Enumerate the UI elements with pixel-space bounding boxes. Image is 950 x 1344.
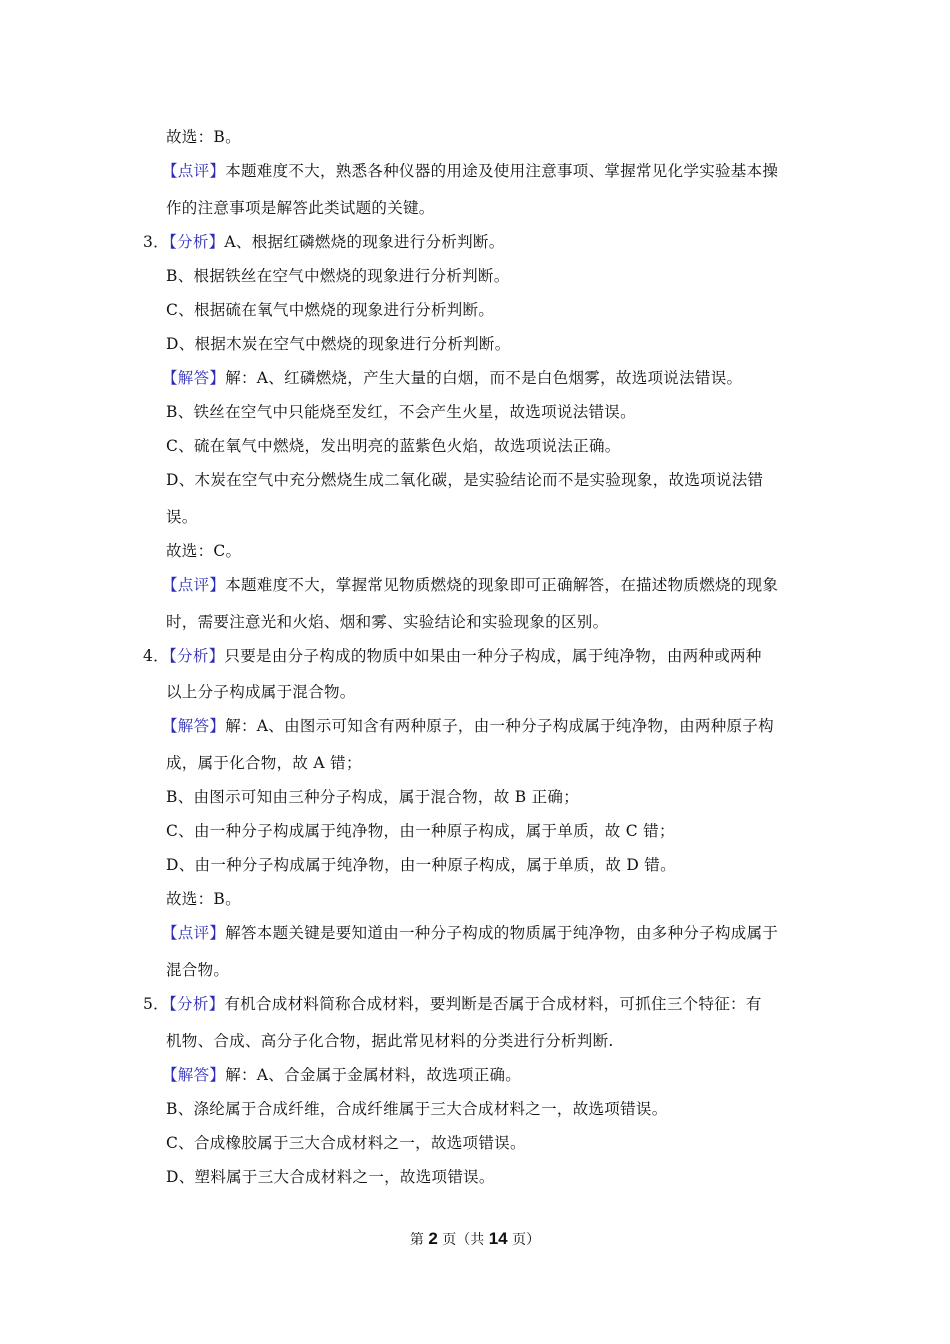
text-line <box>162 368 742 388</box>
text-line <box>166 787 579 807</box>
text-line <box>166 612 608 632</box>
text-line <box>166 855 676 875</box>
text-line <box>162 923 778 943</box>
text-line <box>166 198 435 218</box>
footer-mid: 页（共 <box>442 1232 485 1248</box>
question-number: 5． <box>143 995 169 1013</box>
line-text: C、由一种分子构成属于纯净物，由一种原子构成，属于单质，故 C 错； <box>166 822 675 840</box>
line-text: 故选：B。 <box>166 128 241 146</box>
question-number: 4． <box>143 647 169 665</box>
line-text: D、塑料属于三大合成材料之一，故选项错误。 <box>166 1168 495 1186</box>
line-text: 作的注意事项是解答此类试题的关键。 <box>166 199 435 217</box>
text-line <box>166 753 362 773</box>
line-text: B、根据铁丝在空气中燃烧的现象进行分析判断。 <box>166 267 510 285</box>
text-line <box>162 716 774 736</box>
line-text: B、铁丝在空气中只能烧至发红，不会产生火星，故选项说法错误。 <box>166 403 636 421</box>
footer-post: 页） <box>512 1232 541 1248</box>
text-line <box>166 960 229 980</box>
line-text: D、根据木炭在空气中燃烧的现象进行分析判断。 <box>166 335 511 353</box>
line-text: 解答本题关键是要知道由一种分子构成的物质属于纯净物，由多种分子构成属于 <box>225 924 779 942</box>
text-line <box>166 436 621 456</box>
line-text: D、木炭在空气中充分燃烧生成二氧化碳，是实验结论而不是实验现象，故选项说法错 <box>166 471 764 489</box>
text-line <box>166 266 510 286</box>
text-line <box>162 575 778 595</box>
line-text: 解：A、由图示可知含有两种原子，由一种分子构成属于纯净物，由两种原子构 <box>225 717 774 735</box>
page-footer <box>0 1229 950 1250</box>
line-text: 故选：B。 <box>166 890 241 908</box>
answer-tag: 【解答】 <box>162 717 226 735</box>
line-text: 时，需要注意光和火焰、烟和雾、实验结论和实验现象的区别。 <box>166 613 609 631</box>
line-text: 解：A、红磷燃烧，产生大量的白烟，而不是白色烟雾，故选项说法错误。 <box>225 369 743 387</box>
line-text: 混合物。 <box>166 961 230 979</box>
footer-pre: 第 <box>409 1232 424 1248</box>
text-line <box>166 1133 526 1153</box>
line-text: 成，属于化合物，故 A 错； <box>166 754 362 772</box>
comment-tag: 【点评】 <box>162 924 226 942</box>
text-line <box>166 1031 614 1051</box>
text-line <box>166 127 241 147</box>
current-page-number: 2 <box>428 1229 438 1248</box>
text-line <box>166 470 763 490</box>
total-page-count: 14 <box>488 1229 508 1248</box>
line-text: C、硫在氧气中燃烧，发出明亮的蓝紫色火焰，故选项说法正确。 <box>166 437 621 455</box>
question-3-analysis <box>143 232 505 252</box>
line-text: D、由一种分子构成属于纯净物，由一种原子构成，属于单质，故 D 错。 <box>166 856 676 874</box>
text-line <box>166 541 241 561</box>
line-text: 故选：C。 <box>166 542 242 560</box>
line-text: 本题难度不大，熟悉各种仪器的用途及使用注意事项、掌握常见化学实验基本操 <box>225 162 779 180</box>
line-text: A、根据红磷燃烧的现象进行分析判断。 <box>224 233 505 251</box>
analysis-tag: 【分析】 <box>168 647 225 665</box>
line-text: 本题难度不大，掌握常见物质燃烧的现象即可正确解答，在描述物质燃烧的现象 <box>225 576 779 594</box>
comment-tag: 【点评】 <box>162 162 226 180</box>
line-text: C、合成橡胶属于三大合成材料之一，故选项错误。 <box>166 1134 526 1152</box>
answer-tag: 【解答】 <box>162 369 226 387</box>
text-line <box>166 402 636 422</box>
text-line <box>166 889 241 909</box>
line-text: 以上分子构成属于混合物。 <box>166 683 356 701</box>
line-text: 只要是由分子构成的物质中如果由一种分子构成，属于纯净物，由两种或两种 <box>224 647 762 665</box>
text-line <box>166 682 356 702</box>
line-text: B、由图示可知由三种分子构成，属于混合物，故 B 正确； <box>166 788 580 806</box>
analysis-tag: 【分析】 <box>168 233 225 251</box>
question-4-analysis <box>143 646 762 666</box>
answer-tag: 【解答】 <box>162 1066 226 1084</box>
text-line <box>166 334 511 354</box>
text-line <box>166 1167 495 1187</box>
line-text: B、涤纶属于合成纤维，合成纤维属于三大合成材料之一，故选项错误。 <box>166 1100 668 1118</box>
analysis-tag: 【分析】 <box>168 995 225 1013</box>
comment-tag: 【点评】 <box>162 576 226 594</box>
text-line <box>166 507 198 527</box>
line-text: 误。 <box>166 508 198 526</box>
text-line <box>162 161 778 181</box>
text-line <box>162 1065 521 1085</box>
line-text: C、根据硫在氧气中燃烧的现象进行分析判断。 <box>166 301 495 319</box>
question-number: 3． <box>143 233 169 251</box>
text-line <box>166 821 675 841</box>
text-line <box>166 1099 668 1119</box>
line-text: 机物、合成、高分子化合物，据此常见材料的分类进行分析判断. <box>166 1032 614 1050</box>
line-text: 解：A、合金属于金属材料，故选项正确。 <box>225 1066 522 1084</box>
line-text: 有机合成材料简称合成材料，要判断是否属于合成材料，可抓住三个特征：有 <box>224 995 762 1013</box>
text-line <box>166 300 494 320</box>
question-5-analysis <box>143 994 762 1014</box>
